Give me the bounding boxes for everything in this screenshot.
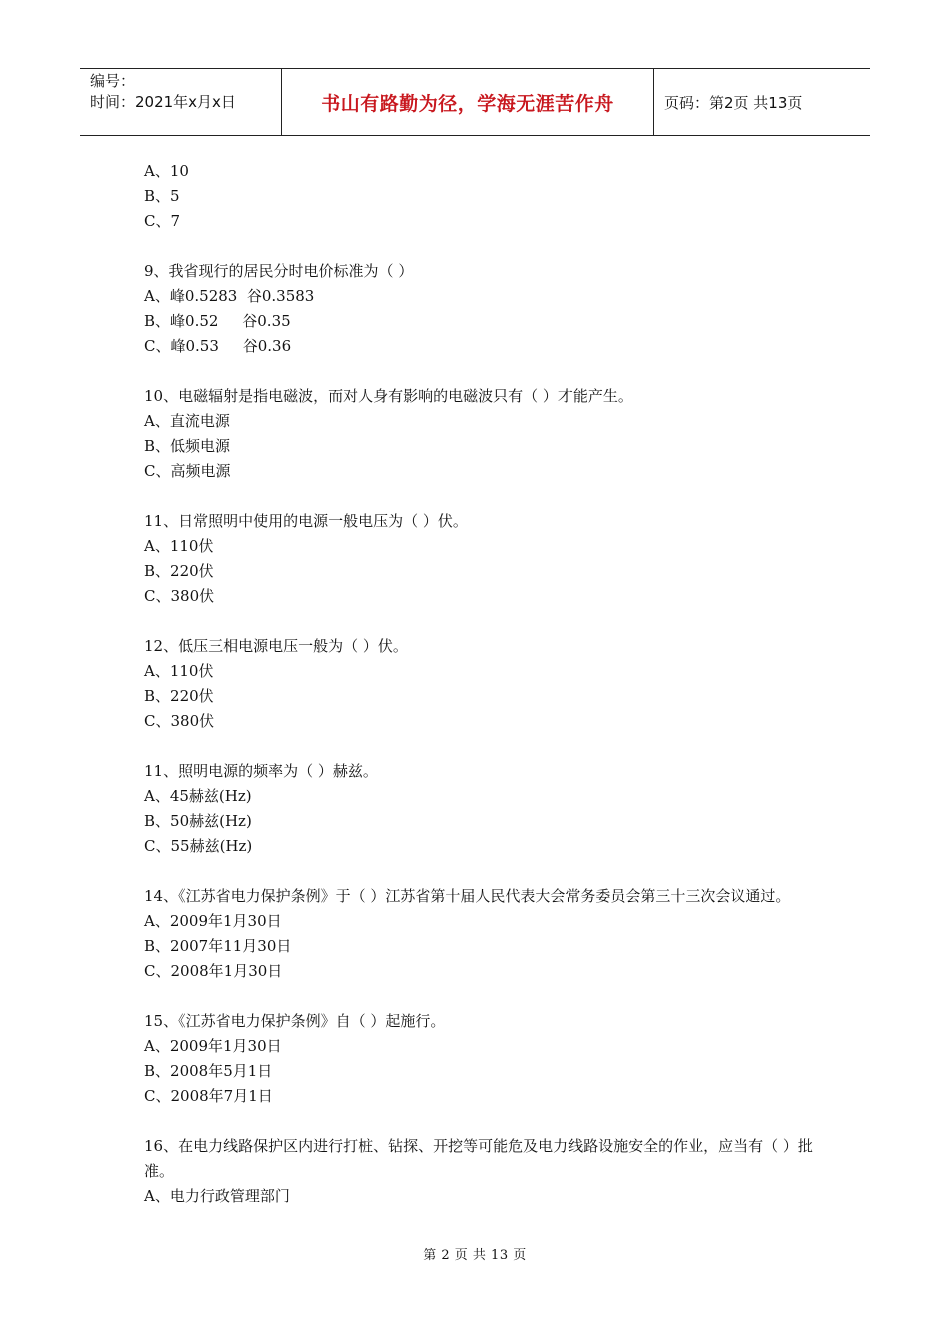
question-text: 16、在电力线路保护区内进行打桩、钻探、开挖等可能危及电力线路设施安全的作业，应当有（ ）批准。 <box>144 1137 813 1180</box>
option: A、110伏 <box>144 537 214 555</box>
option: A、直流电源 <box>144 412 230 430</box>
option: C、高频电源 <box>144 462 231 480</box>
option: C、2008年7月1日 <box>144 1087 273 1105</box>
question-block <box>144 1134 814 1209</box>
question-block <box>144 509 814 609</box>
option: A、45赫兹(Hz) <box>144 787 252 805</box>
question-text: 10、电磁辐射是指电磁波，而对人身有影响的电磁波只有（ ）才能产生。 <box>144 387 633 405</box>
option: B、低频电源 <box>144 437 231 455</box>
question-block <box>144 259 814 359</box>
option: B、220伏 <box>144 562 214 580</box>
question-block <box>144 1009 814 1109</box>
question-text: 15、《江苏省电力保护条例》自（ ）起施行。 <box>144 1012 446 1030</box>
header-info-cell <box>80 69 282 135</box>
option: A、电力行政管理部门 <box>144 1187 290 1205</box>
question-text: 14、《江苏省电力保护条例》于（ ）江苏省第十届人民代表大会常务委员会第三十三次会议通过。 <box>144 887 791 905</box>
option: C、峰0.53 谷0.36 <box>144 337 292 355</box>
page-header <box>80 68 870 136</box>
option: C、55赫兹(Hz) <box>144 837 253 855</box>
question-text: 11、日常照明中使用的电源一般电压为（ ）伏。 <box>144 512 468 530</box>
option: A、峰0.5283 谷0.3583 <box>144 287 315 305</box>
question-block <box>144 634 814 734</box>
question-block <box>144 384 814 484</box>
option: B、2007年11月30日 <box>144 937 292 955</box>
page-number-cell <box>654 69 870 135</box>
option: B、2008年5月1日 <box>144 1062 273 1080</box>
time-label: 时间：2021年x月x日 <box>90 93 236 111</box>
question-text: 12、低压三相电源电压一般为（ ）伏。 <box>144 637 408 655</box>
question-list <box>144 159 814 1234</box>
option: B、50赫兹(Hz) <box>144 812 252 830</box>
option: C、2008年1月30日 <box>144 962 283 980</box>
question-text: 9、我省现行的居民分时电价标准为（ ） <box>144 262 414 280</box>
option: B、220伏 <box>144 687 214 705</box>
motto-cell <box>282 69 654 135</box>
header-page-number: 页码：第2页 共13页 <box>664 93 803 112</box>
option: A、10 <box>144 162 189 180</box>
question-text: 11、照明电源的频率为（ ）赫兹。 <box>144 762 378 780</box>
option: B、峰0.52 谷0.35 <box>144 312 291 330</box>
option: A、2009年1月30日 <box>144 1037 282 1055</box>
question-block <box>144 759 814 859</box>
option: C、380伏 <box>144 712 215 730</box>
option: B、5 <box>144 187 180 205</box>
question-block <box>144 159 814 234</box>
option: A、110伏 <box>144 662 214 680</box>
option: C、7 <box>144 212 181 230</box>
option: A、2009年1月30日 <box>144 912 282 930</box>
footer-page-number: 第 2 页 共 13 页 <box>423 1248 527 1263</box>
page-footer <box>0 1244 950 1263</box>
serial-number-label: 编号： <box>90 72 136 90</box>
question-block <box>144 884 814 984</box>
motto-text: 书山有路勤为径，学海无涯苦作舟 <box>321 92 614 115</box>
option: C、380伏 <box>144 587 215 605</box>
